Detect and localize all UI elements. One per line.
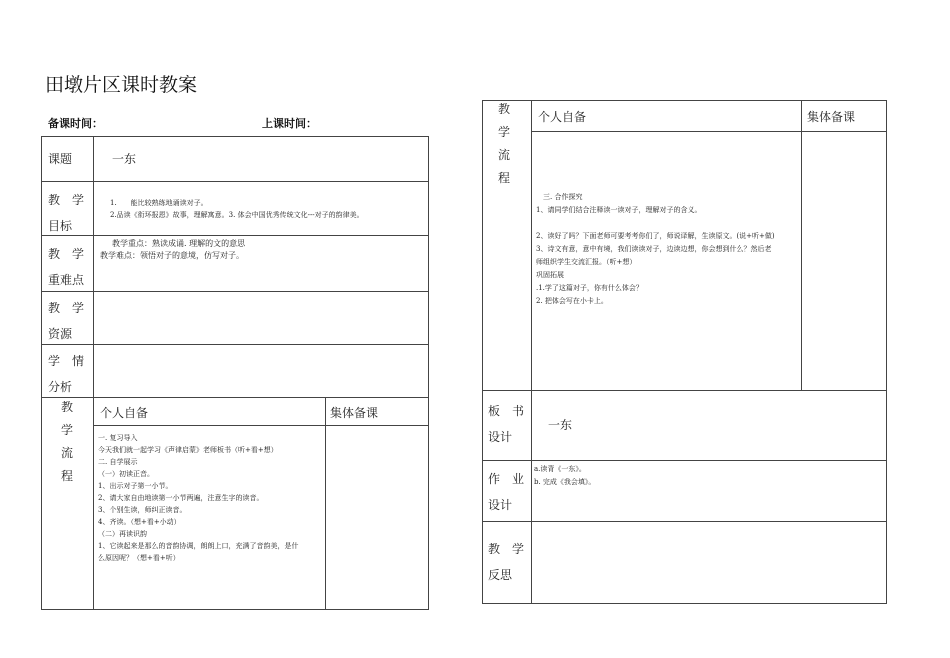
left-process-line: 4、齐读。（想+看+小动）	[98, 518, 181, 526]
topic-label: 课题	[48, 152, 73, 166]
key-point-line-2: 教学难点：领悟对子的意境，仿写对子。	[100, 251, 244, 260]
right-process-line: 1、请同学们结合注释读一读对子，理解对子的含义。	[536, 206, 702, 214]
key-point-line-1: 教学重点：熟读成诵. 理解的文的意思	[112, 239, 246, 248]
left-process-line: （一）初读正音。	[98, 470, 154, 478]
resources-label: 教 学 资源	[48, 301, 85, 341]
right-collective-header: 集体备课	[807, 110, 856, 124]
document-title: 田墩片区课时教案	[45, 74, 198, 96]
homework-label: 作 业 设计	[488, 472, 525, 512]
prep-time-label: 备课时间：	[48, 117, 103, 130]
board-label: 板 书 设计	[488, 404, 525, 444]
right-process-line: 2、读好了吗？下面老师可要考考你们了，师说译解，生读原文。(说+听+做)	[536, 232, 775, 240]
right-process-line: 巩固拓展	[536, 271, 564, 279]
left-process-line: 么原因呢？（想+看+听）	[98, 554, 180, 562]
reflection-label: 教 学 反思	[488, 542, 525, 582]
right-process-line: 3、诗文有意，意中有境，我们读读对子，边读边想，你会想到什么？然后老	[536, 245, 772, 253]
right-process-label: 教 学 流 程	[498, 102, 511, 185]
left-process-line: 二. 自学展示	[98, 458, 138, 466]
right-process-line: 三. 合作探究	[536, 193, 583, 201]
left-process-line: 2、请大家自由地读第一小节两遍，注意生字的读音。	[98, 494, 264, 502]
left-process-label: 教 学 流 程	[61, 400, 74, 483]
goals-line-1: 1. 能比较熟练地诵读对子。	[110, 199, 208, 207]
left-process-line: （二）再读识韵	[98, 530, 147, 538]
goals-label: 教 学 目标	[48, 193, 85, 233]
left-process-line: 今天我们就一起学习《声律启蒙》老师板书（听+看+想）	[98, 446, 278, 454]
homework-line-1: a.读背《一东》。	[534, 465, 586, 473]
left-collective-header: 集体备课	[330, 406, 379, 420]
class-time-label: 上课时间：	[262, 117, 317, 130]
left-process-line: 1、出示对子第一小节。	[98, 482, 173, 490]
right-process-line: 2. 把体会写在小卡上。	[536, 297, 608, 305]
goals-line-2: 2.品读《衔环报恩》故事，理解寓意。3. 体会中国优秀传统文化---对子的韵律美。	[110, 211, 364, 219]
right-lesson-table	[482, 100, 887, 604]
homework-line-2: b. 完成《我会填》。	[534, 478, 596, 486]
board-value: 一东	[548, 418, 573, 432]
left-personal-header: 个人自备	[100, 406, 149, 420]
right-personal-header: 个人自备	[538, 110, 587, 124]
analysis-label: 学 情 分析	[48, 354, 85, 394]
left-process-line: 3、个别生读，师纠正读音。	[98, 506, 187, 514]
topic-value: 一东	[112, 152, 137, 166]
key-points-label: 教 学 重难点	[48, 247, 85, 287]
right-process-line: 师组织学生交流汇报。（听+想）	[536, 258, 637, 266]
right-process-line: .1.学了这篇对子，你有什么体会？	[536, 284, 643, 292]
left-process-line: 1、它读起来是那么的音韵协调，朗朗上口，充满了音韵美，是什	[98, 542, 299, 550]
left-process-line: 一. 复习导入	[98, 434, 138, 442]
